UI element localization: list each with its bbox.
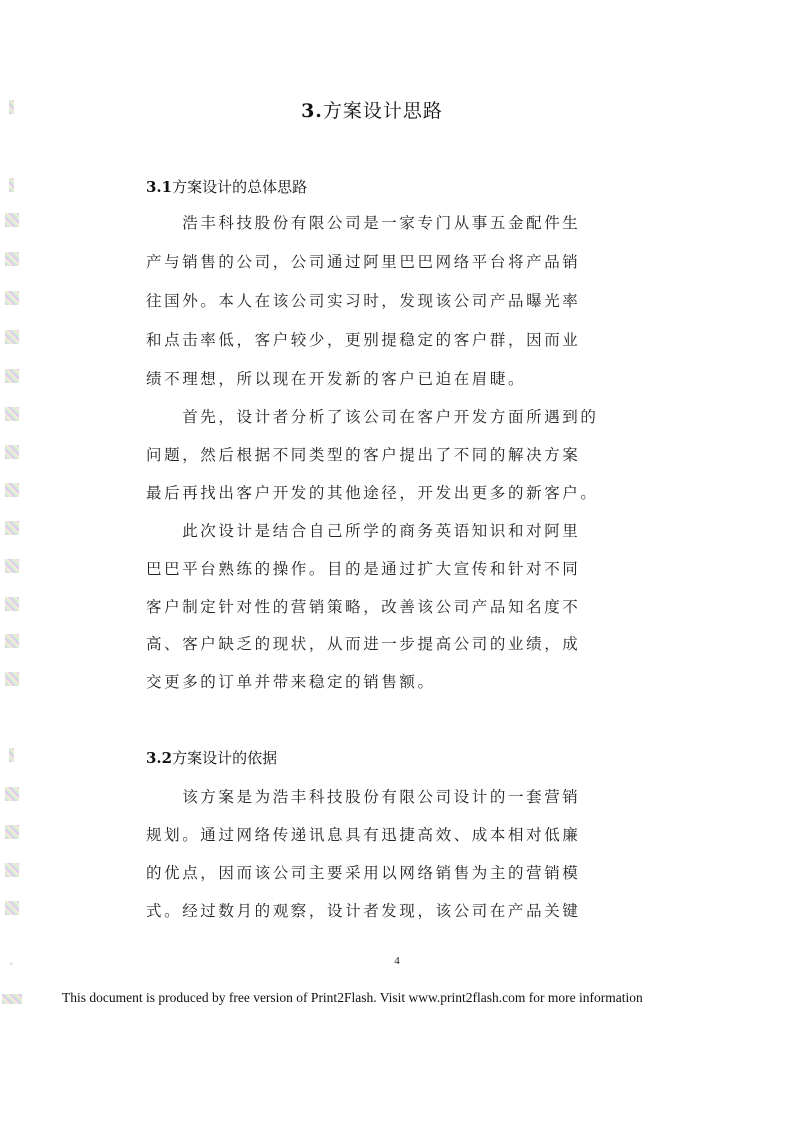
paragraph-line: 首先，设计者分析了该公司在客户开发方面所遇到的 (146, 408, 599, 426)
paragraph-line: 巴巴平台熟练的操作。目的是通过扩大宣传和针对不同 (146, 560, 581, 578)
paragraph-line: 往国外。本人在该公司实习时，发现该公司产品曝光率 (146, 292, 581, 310)
margin-artifact (5, 825, 19, 839)
margin-artifact (5, 445, 19, 459)
paragraph-line: 最后再找出客户开发的其他途径，开发出更多的新客户。 (146, 484, 599, 502)
margin-artifact (5, 369, 19, 383)
paragraph-line: 式。经过数月的观察，设计者发现，该公司在产品关键 (146, 902, 581, 920)
margin-artifact (5, 252, 19, 266)
margin-artifact (5, 901, 19, 915)
section-heading (146, 747, 277, 768)
margin-artifact (5, 291, 19, 305)
paragraph-line: 交更多的订单并带来稳定的销售额。 (146, 673, 436, 691)
margin-artifact (5, 483, 19, 497)
margin-artifact (5, 863, 19, 877)
paragraph-line: 产与销售的公司，公司通过阿里巴巴网络平台将产品销 (146, 253, 581, 271)
paragraph-line: 和点击率低，客户较少，更别提稳定的客户群，因而业 (146, 331, 581, 349)
margin-artifact (9, 748, 14, 762)
section-number: 3.2 (146, 749, 173, 767)
paragraph-line: 规划。通过网络传递讯息具有迅捷高效、成本相对低廉 (146, 826, 581, 844)
paragraph-line: 绩不理想，所以现在开发新的客户已迫在眉睫。 (146, 370, 527, 388)
chapter-title (0, 96, 744, 123)
section-number: 3.1 (146, 178, 173, 196)
chapter-title-text: 方案设计思路 (322, 100, 443, 122)
page-number: 4 (394, 955, 400, 967)
margin-artifact (5, 787, 19, 801)
footer-notice: This document is produced by free version of Print2Flash. Visit www.print2flash.com for more information (62, 990, 643, 1005)
paragraph-line: 该方案是为浩丰科技股份有限公司设计的一套营销 (146, 788, 581, 806)
margin-artifact (5, 634, 19, 648)
paragraph-line: 此次设计是结合自己所学的商务英语知识和对阿里 (146, 522, 581, 540)
chapter-number: 3. (301, 100, 323, 122)
section-title: 方案设计的总体思路 (172, 178, 308, 196)
margin-artifact (5, 213, 19, 227)
margin-artifact (9, 178, 14, 192)
margin-artifact (5, 407, 19, 421)
paragraph-line: 浩丰科技股份有限公司是一家专门从事五金配件生 (146, 214, 581, 232)
paragraph-line: 客户制定针对性的营销策略，改善该公司产品知名度不 (146, 598, 581, 616)
section-heading (146, 176, 307, 197)
margin-artifact (5, 672, 19, 686)
margin-artifact (5, 521, 19, 535)
margin-artifact (2, 994, 22, 1004)
paragraph-line: 高、客户缺乏的现状，从而进一步提高公司的业绩，成 (146, 635, 581, 653)
margin-artifact (5, 559, 19, 573)
margin-artifact (5, 330, 19, 344)
paragraph-line: 问题，然后根据不同类型的客户提出了不同的解决方案 (146, 446, 581, 464)
section-title: 方案设计的依据 (172, 749, 278, 767)
paragraph-line: 的优点，因而该公司主要采用以网络销售为主的营销模 (146, 864, 581, 882)
margin-artifact (5, 597, 19, 611)
